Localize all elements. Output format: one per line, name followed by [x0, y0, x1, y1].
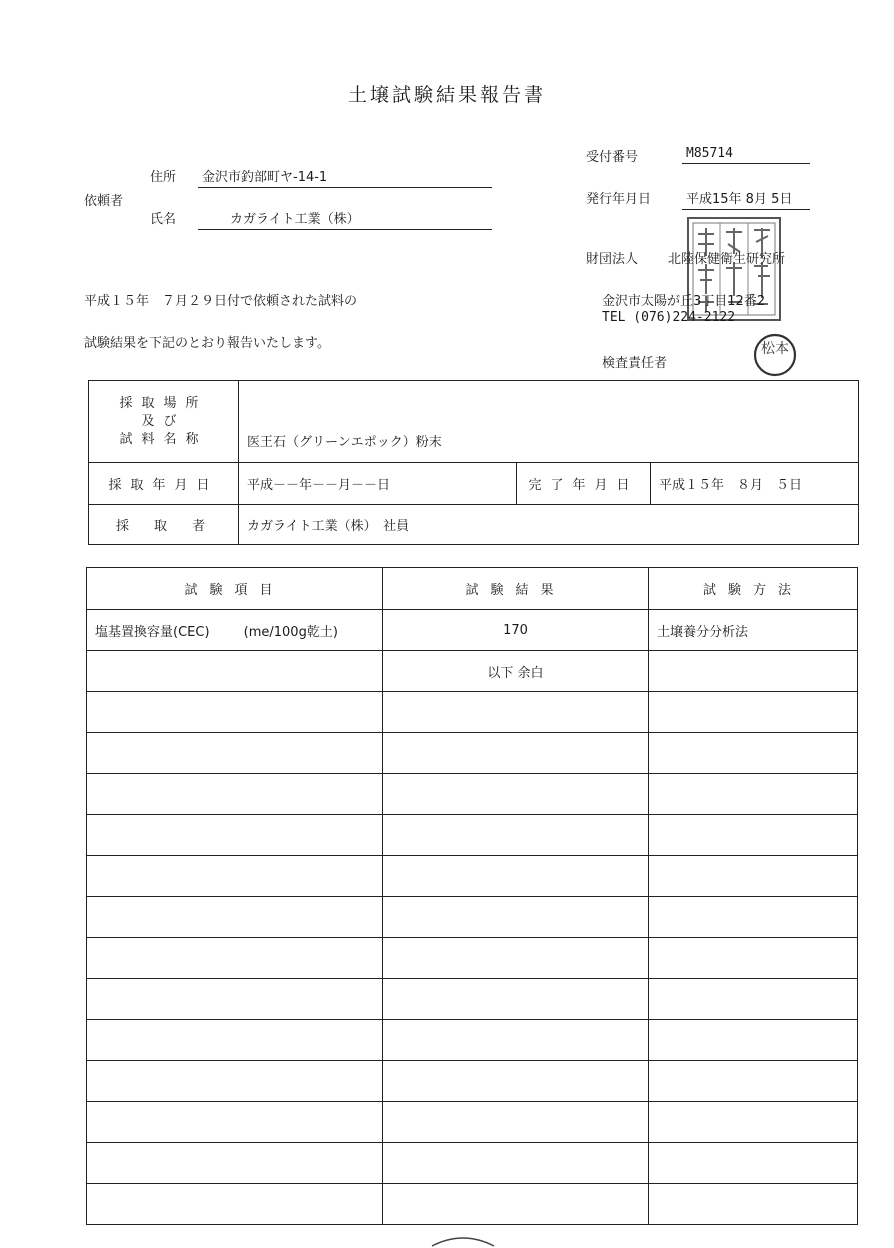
sampling-date-value: 平成－－年－－月－－日	[239, 463, 517, 505]
receipt-number-value: M85714	[682, 146, 810, 164]
table-row	[87, 815, 858, 856]
header-test-result: 試験結果	[383, 568, 649, 610]
sample-info-table	[88, 380, 859, 545]
address-label: 住所	[150, 170, 177, 185]
address-value: 金沢市釣部町ヤ-14-1	[198, 166, 492, 188]
results-table	[86, 567, 858, 1225]
table-row	[87, 610, 858, 651]
sampler-value: カガライト工業（株） 社員	[239, 505, 859, 545]
institute-type: 財団法人	[586, 252, 639, 267]
table-row	[87, 1143, 858, 1184]
results-header-row	[87, 568, 858, 610]
table-row	[87, 651, 858, 692]
page-edge-mark	[428, 1232, 498, 1248]
issue-date-label: 発行年月日	[586, 192, 652, 207]
table-row	[87, 774, 858, 815]
result-value: 170	[383, 610, 649, 651]
sample-name-value: 医王石（グリーンエポック）粉末	[239, 381, 859, 463]
result-item-cell	[87, 610, 383, 651]
receipt-number-label: 受付番号	[586, 150, 639, 165]
dates-row	[89, 463, 859, 505]
table-row	[87, 938, 858, 979]
seal-text: 松本	[761, 341, 789, 357]
name-value: カガライト工業（株）	[198, 208, 492, 230]
institute-tel: TEL (076)224-2122	[602, 310, 736, 325]
intro-line-1: 平成１５年 ７月２９日付で依頼された試料の	[84, 294, 358, 309]
sampler-row	[89, 505, 859, 545]
inspector-seal-stamp	[752, 332, 798, 378]
page-title: 土壌試験結果報告書	[347, 84, 546, 106]
table-row	[87, 979, 858, 1020]
sample-name-row	[89, 381, 859, 463]
completion-date-value: 平成１５年 ８月 ５日	[651, 463, 859, 505]
requester-label: 依頼者	[84, 194, 124, 209]
inspector-label: 検査責任者	[602, 356, 668, 371]
issue-date-value: 平成15年 8月 5日	[682, 188, 810, 210]
institute-address: 金沢市太陽が丘3丁目12番2	[602, 294, 766, 309]
table-row	[87, 856, 858, 897]
table-row	[87, 1061, 858, 1102]
header-test-item: 試験項目	[87, 568, 383, 610]
header-test-method: 試験方法	[649, 568, 858, 610]
name-label: 氏名	[150, 212, 177, 227]
result-item-name: 塩基置換容量(CEC)	[95, 624, 210, 640]
sampling-date-label: 採取年月日	[89, 463, 239, 505]
institute-name: 北陸保健衛生研究所	[668, 252, 786, 267]
result-item-unit: (me/100g乾土)	[243, 624, 338, 640]
completion-date-label: 完了年月日	[517, 463, 651, 505]
result-method: 土壌養分分析法	[649, 610, 858, 651]
result-method	[649, 651, 858, 692]
table-row	[87, 733, 858, 774]
intro-line-2: 試験結果を下記のとおり報告いたします。	[84, 336, 330, 351]
sampler-label: 採 取 者	[89, 505, 239, 545]
table-row	[87, 1020, 858, 1061]
remaining-blank-note: 以下 余白	[383, 651, 649, 692]
table-row	[87, 692, 858, 733]
sample-place-label: 採取場所 及び 試料名称	[89, 381, 239, 463]
table-row	[87, 897, 858, 938]
table-row	[87, 1102, 858, 1143]
result-item-cell	[87, 651, 383, 692]
table-row	[87, 1184, 858, 1225]
